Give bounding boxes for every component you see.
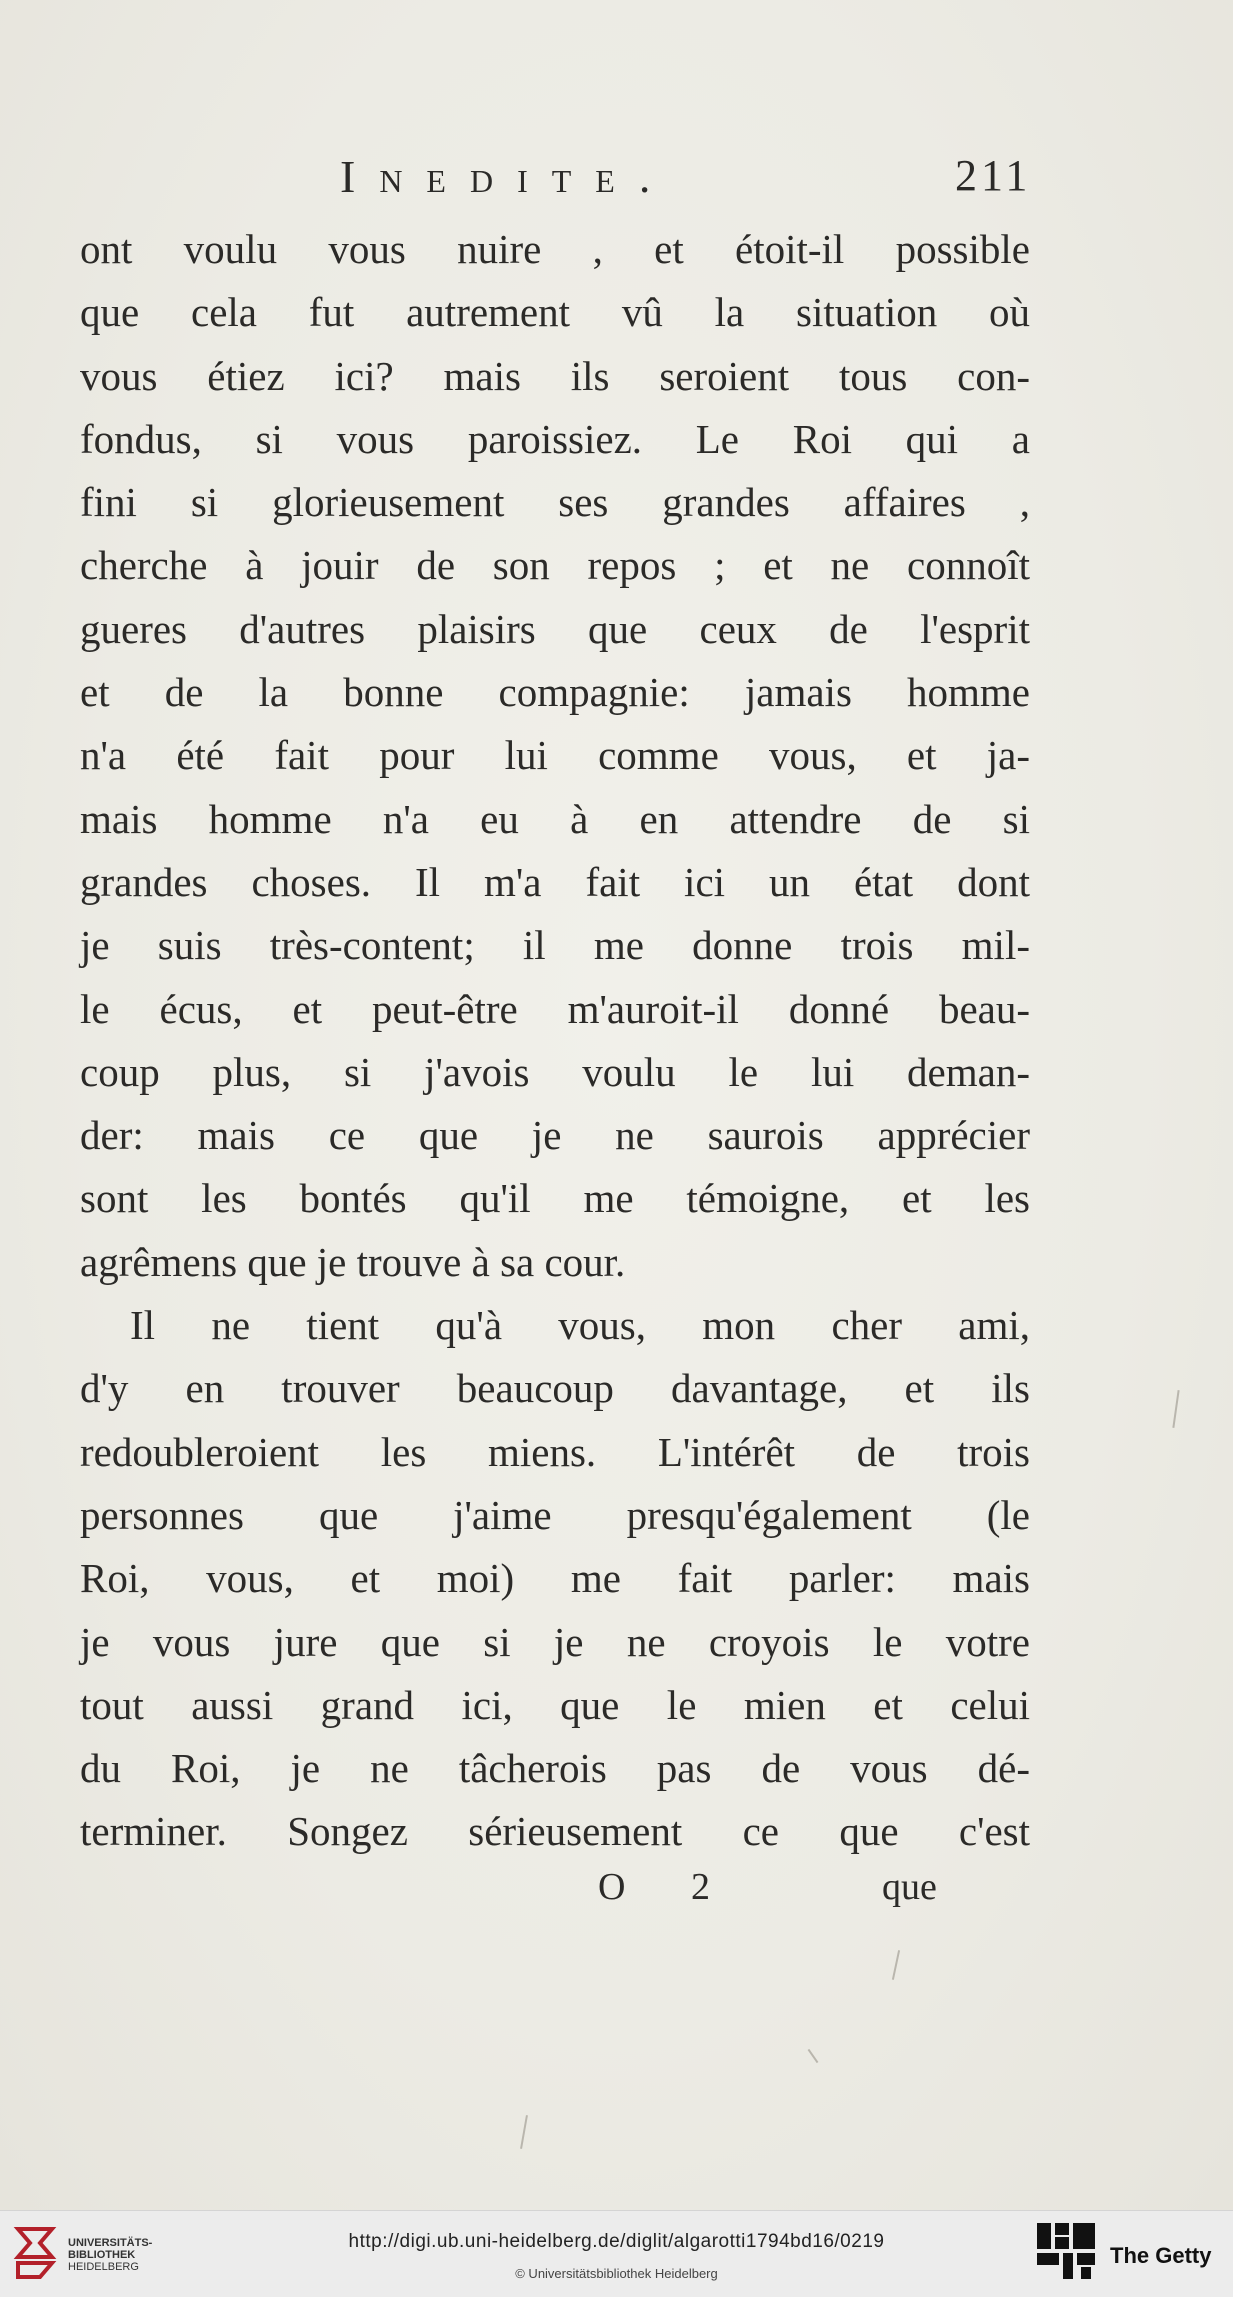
text-line: cherche à jouir de son repos ; et ne connoît	[80, 542, 1030, 589]
text-line: personnes que j'aime presqu'également (le	[80, 1491, 1030, 1538]
text-line: Il ne tient qu'à vous, mon cher ami,	[130, 1302, 1030, 1349]
text-line: redoubleroient les miens. L'intérêt de trois	[80, 1428, 1030, 1475]
paper-speck	[1172, 1390, 1179, 1428]
text-line: ont voulu vous nuire , et étoit-il possible	[80, 226, 1030, 272]
permalink-url[interactable]: http://digi.ub.uni-heidelberg.de/diglit/algarotti1794bd16/0219	[348, 2231, 885, 2252]
running-title: Inedite.	[340, 151, 675, 202]
text-line: je suis très-content; il me donne trois mil-	[80, 922, 1030, 969]
text-line: agrêmens que je trouve à sa cour.	[80, 1238, 626, 1285]
text-line: terminer. Songez sérieusement ce que c'est	[80, 1808, 1030, 1855]
text-line: grandes choses. Il m'a fait ici un état dont	[80, 858, 1030, 905]
paper-speck	[892, 1950, 900, 1980]
text-line: que cela fut autrement vû la situation où	[80, 289, 1030, 336]
page-header	[0, 150, 1233, 220]
text-line: gueres d'autres plaisirs que ceux de l'esprit	[80, 605, 1030, 652]
copyright-notice: © Universitätsbibliothek Heidelberg	[515, 2266, 718, 2281]
viewer-footer-bar	[0, 2210, 1233, 2297]
text-line: mais homme n'a eu à en attendre de si	[80, 795, 1030, 842]
text-line: coup plus, si j'avois voulu le lui deman-	[80, 1048, 1030, 1095]
catchword: que	[882, 1866, 937, 1908]
library-logo-text: UNIVERSITÄTS- BIBLIOTHEK HEIDELBERG	[68, 2237, 153, 2273]
text-line: le écus, et peut-être m'auroit-il donné beau-	[80, 985, 1030, 1032]
text-line: n'a été fait pour lui comme vous, et ja-	[80, 732, 1030, 779]
text-line: tout aussi grand ici, que le mien et celui	[80, 1681, 1030, 1728]
text-line: je vous jure que si je ne croyois le votre	[80, 1618, 1030, 1665]
text-line: der: mais ce que je ne saurois apprécier	[80, 1112, 1030, 1159]
getty-mark-icon	[1035, 2221, 1099, 2281]
text-line: d'y en trouver beaucoup davantage, et ils	[80, 1365, 1030, 1412]
getty-label: The Getty	[1110, 2243, 1212, 2268]
text-line: Roi, vous, et moi) me fait parler: mais	[80, 1555, 1030, 1602]
getty-logo[interactable]	[1035, 2221, 1225, 2287]
text-line: sont les bontés qu'il me témoigne, et les	[80, 1175, 1030, 1222]
text-line: du Roi, je ne tâcherois pas de vous dé-	[80, 1745, 1030, 1792]
text-line: et de la bonne compagnie: jamais homme	[80, 669, 1030, 716]
page-footer-marks	[0, 1865, 1233, 1925]
paper-speck	[808, 2049, 819, 2063]
paper-speck	[520, 2115, 528, 2149]
text-line: fondus, si vous paroissiez. Le Roi qui a	[80, 415, 1030, 462]
body-text	[80, 218, 1030, 1864]
text-line: fini si glorieusement ses grandes affaires ,	[80, 479, 1030, 526]
page-number: 211	[955, 151, 1032, 200]
text-line: vous étiez ici? mais ils seroient tous con-	[80, 352, 1030, 399]
signature-mark: O 2	[598, 1866, 738, 1908]
